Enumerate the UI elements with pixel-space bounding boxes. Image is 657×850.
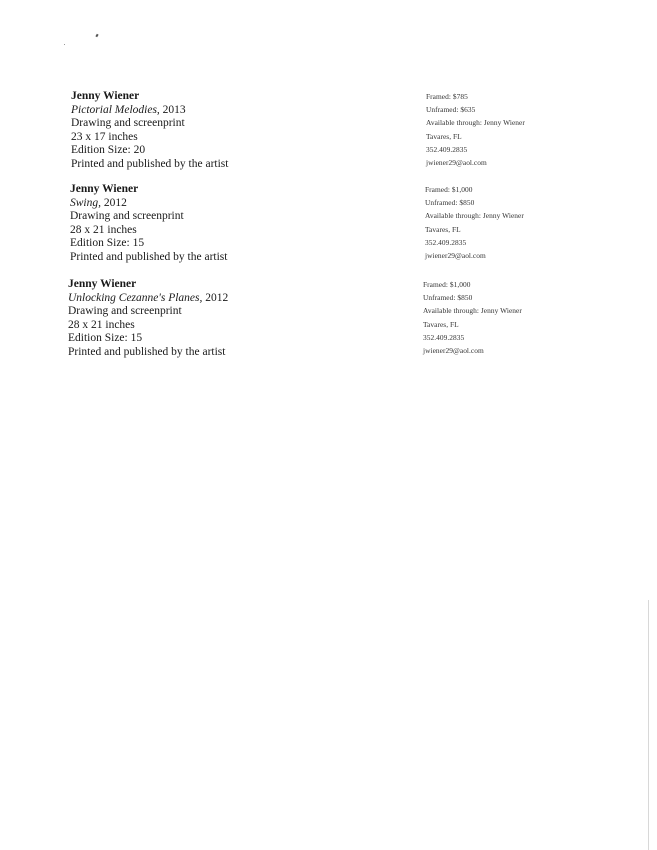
artwork-entry-1-details bbox=[71, 90, 371, 172]
unframed-price: Unframed: $850 bbox=[423, 293, 473, 303]
phone: 352.409.2835 bbox=[423, 332, 465, 342]
artwork-dimensions: 28 x 21 inches bbox=[68, 318, 135, 331]
scan-edge-line bbox=[648, 600, 649, 850]
artwork-entry-3-pricing bbox=[423, 278, 623, 357]
publisher-note: Printed and published by the artist bbox=[70, 250, 228, 263]
edition-size: Edition Size: 15 bbox=[70, 237, 145, 250]
location: Tavares, FL bbox=[423, 319, 459, 329]
location: Tavares, FL bbox=[426, 131, 462, 141]
artwork-year: 2012 bbox=[205, 291, 229, 304]
email: jwiener29@aol.com bbox=[426, 158, 487, 168]
artwork-entry-1-pricing bbox=[426, 90, 626, 169]
title-line bbox=[71, 104, 371, 118]
artist-name: Jenny Wiener bbox=[68, 278, 137, 290]
artwork-entry-2-details bbox=[70, 183, 370, 265]
artwork-medium: Drawing and screenprint bbox=[70, 210, 184, 223]
availability: Available through: Jenny Wiener bbox=[423, 306, 522, 316]
artwork-dimensions: 28 x 21 inches bbox=[70, 223, 137, 236]
artwork-medium: Drawing and screenprint bbox=[68, 305, 182, 318]
artwork-title: Pictorial Melodies, bbox=[71, 103, 160, 116]
scan-speck bbox=[95, 34, 98, 38]
location: Tavares, FL bbox=[425, 224, 461, 234]
phone: 352.409.2835 bbox=[425, 237, 467, 247]
publisher-note: Printed and published by the artist bbox=[68, 345, 226, 358]
artwork-medium: Drawing and screenprint bbox=[71, 117, 185, 130]
artwork-dimensions: 23 x 17 inches bbox=[71, 130, 138, 143]
availability: Available through: Jenny Wiener bbox=[426, 118, 525, 128]
artwork-year: 2012 bbox=[103, 196, 127, 209]
edition-size: Edition Size: 15 bbox=[68, 332, 143, 345]
publisher-note: Printed and published by the artist bbox=[71, 157, 229, 170]
availability: Available through: Jenny Wiener bbox=[425, 211, 524, 221]
edition-size: Edition Size: 20 bbox=[71, 144, 146, 157]
framed-price: Framed: $1,000 bbox=[423, 280, 471, 289]
scan-speck bbox=[64, 44, 65, 45]
artwork-title: Swing, bbox=[70, 196, 101, 209]
artist-name: Jenny Wiener bbox=[70, 183, 139, 195]
artwork-entry-2-pricing bbox=[425, 183, 625, 262]
email: jwiener29@aol.com bbox=[425, 251, 486, 261]
title-line bbox=[68, 292, 368, 306]
artwork-title: Unlocking Cezanne's Planes, bbox=[68, 291, 203, 304]
framed-price: Framed: $785 bbox=[426, 92, 468, 101]
framed-price: Framed: $1,000 bbox=[425, 185, 473, 194]
email: jwiener29@aol.com bbox=[423, 346, 484, 356]
artwork-year: 2013 bbox=[162, 103, 186, 116]
unframed-price: Unframed: $635 bbox=[426, 105, 476, 115]
phone: 352.409.2835 bbox=[426, 144, 468, 154]
artist-name: Jenny Wiener bbox=[71, 90, 140, 102]
unframed-price: Unframed: $850 bbox=[425, 198, 475, 208]
artwork-entry-3-details bbox=[68, 278, 368, 360]
title-line bbox=[70, 197, 370, 211]
